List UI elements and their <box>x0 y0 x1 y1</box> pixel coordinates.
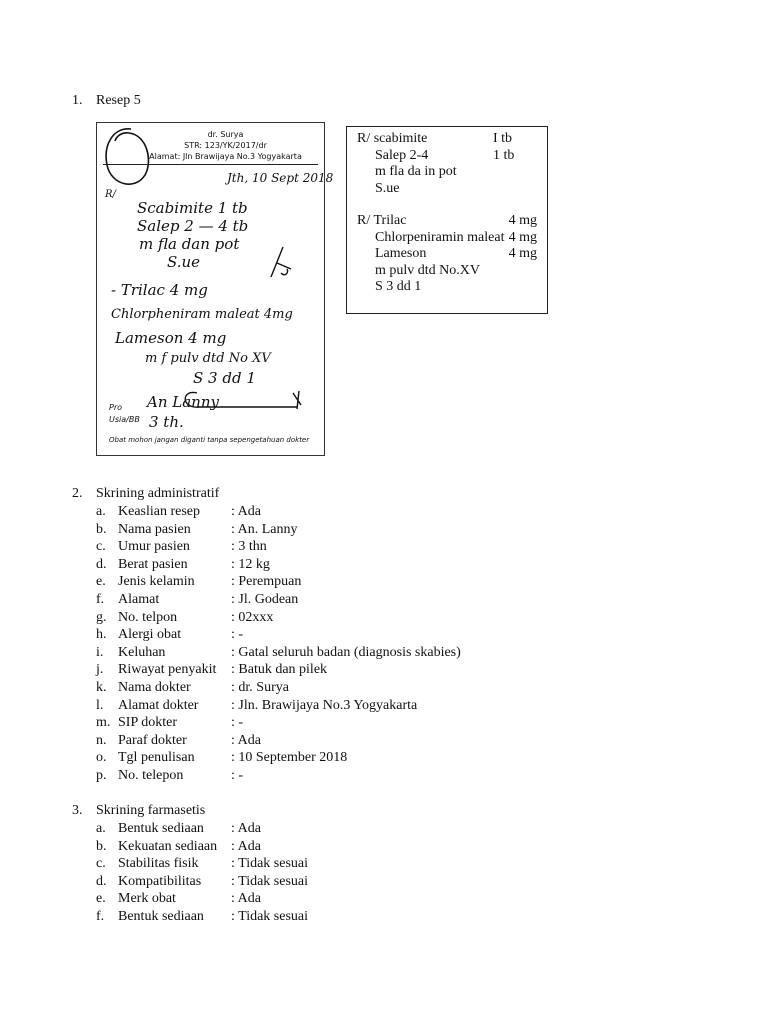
item-value: : Tidak sesuai <box>231 856 309 872</box>
item-label: Jenis kelamin <box>118 574 195 590</box>
item-letter: e. <box>96 891 106 907</box>
item-letter: h. <box>96 627 107 643</box>
item-value: : Tidak sesuai <box>231 909 309 924</box>
item-label: Alamat dokter <box>118 697 199 713</box>
rx-line: R/ scabimite <box>357 131 428 146</box>
doctor-name: dr. Surya <box>207 130 244 139</box>
item-label: Keluhan <box>118 644 166 660</box>
item-letter: g. <box>96 609 107 625</box>
patient-age: 3 th. <box>149 413 184 431</box>
item-letter: k. <box>96 680 107 695</box>
item-label: Alamat <box>118 592 160 607</box>
rx-line: m fla da in pot <box>375 164 457 179</box>
hand-line: m f pulv dtd No XV <box>145 351 271 366</box>
rx-qty: 4 mg <box>508 246 537 261</box>
item-label: Alergi obat <box>118 627 182 643</box>
item-value: : Gatal seluruh badan (diagnosis skabies) <box>231 644 461 660</box>
section-1-number: 1. <box>72 93 83 108</box>
pro-label: Pro <box>109 403 123 412</box>
item-value: : Perempuan <box>231 574 302 590</box>
item-value: : Tidak sesuai <box>231 873 309 889</box>
age-label: Usia/BB <box>109 415 140 424</box>
item-label: Berat pasien <box>118 556 188 572</box>
rx-line: Lameson <box>375 246 427 261</box>
item-letter: j. <box>96 662 104 678</box>
hand-line: Scabimite 1 tb <box>137 199 248 217</box>
section-2-title: Skrining administratif <box>96 486 220 501</box>
item-label: Keaslian resep <box>118 504 201 519</box>
rx-qty: 4 mg <box>508 213 537 228</box>
initial-mark-icon <box>265 243 295 283</box>
hand-line: Salep 2 — 4 tb <box>137 217 249 235</box>
item-label: No. telepon <box>118 768 184 783</box>
item-label: Bentuk sediaan <box>118 909 204 924</box>
item-label: Merk obat <box>118 891 176 907</box>
rx-line: Salep 2-4 <box>375 148 429 163</box>
item-label: Tgl penulisan <box>118 750 195 766</box>
prescription-image <box>96 122 334 456</box>
item-label: Riwayat penyakit <box>118 662 217 678</box>
rx-qty: 4 mg <box>508 230 537 245</box>
prescription-transcription <box>346 126 548 314</box>
item-letter: b. <box>96 521 107 537</box>
item-letter: f. <box>96 909 105 924</box>
item-letter: n. <box>96 732 107 748</box>
item-label: Kekuatan sediaan <box>118 838 218 854</box>
patient-name: An Lanny <box>147 393 219 411</box>
item-value: : - <box>231 715 244 731</box>
rx-line: R/ Trilac <box>357 213 407 228</box>
item-letter: a. <box>96 504 106 519</box>
item-label: Nama dokter <box>118 680 191 695</box>
hand-line: - Trilac 4 mg <box>111 281 208 299</box>
item-label: No. telpon <box>118 609 178 625</box>
item-letter: i. <box>96 644 104 660</box>
item-letter: d. <box>96 873 107 889</box>
rx-line: S.ue <box>375 181 400 196</box>
item-value: : An. Lanny <box>231 521 298 537</box>
item-label: Kompatibilitas <box>118 873 202 889</box>
item-letter: a. <box>96 821 106 836</box>
section-3-title: Skrining farmasetis <box>96 803 206 818</box>
rx-date: Jth, 10 Sept 2018 <box>227 171 334 185</box>
rx-qty: 1 tb <box>493 148 515 163</box>
item-letter: c. <box>96 856 106 872</box>
item-letter: o. <box>96 750 107 766</box>
item-label: Paraf dokter <box>118 732 187 748</box>
section-1-title: Resep 5 <box>96 93 141 108</box>
item-letter: d. <box>96 556 107 572</box>
item-value: : Jl. Godean <box>231 592 299 607</box>
item-letter: b. <box>96 838 107 854</box>
item-value: : Ada <box>231 891 261 907</box>
doctor-address: Alamat: Jln Brawijaya No.3 Yogyakarta <box>149 152 302 161</box>
item-value: : Ada <box>231 732 261 748</box>
hand-line: Lameson 4 mg <box>115 329 227 347</box>
item-value: : Jln. Brawijaya No.3 Yogyakarta <box>231 697 418 713</box>
item-value: : Ada <box>231 821 261 836</box>
hand-line: S 3 dd 1 <box>193 369 256 387</box>
item-value: : 3 thn <box>231 539 267 555</box>
rx-line: Chlorpeniramin maleat <box>375 230 505 245</box>
item-label: SIP dokter <box>118 715 177 731</box>
rx-line: m pulv dtd No.XV <box>375 263 480 278</box>
item-letter: m. <box>96 715 111 731</box>
section-2-number: 2. <box>72 486 83 501</box>
item-letter: e. <box>96 574 106 590</box>
item-label: Stabilitas fisik <box>118 856 199 872</box>
doctor-str: STR: 123/YK/2017/dr <box>184 141 267 150</box>
header-divider <box>103 164 318 165</box>
item-value: : 02xxx <box>231 609 274 625</box>
item-letter: p. <box>96 768 107 783</box>
item-letter: c. <box>96 539 106 555</box>
rx-footer: Obat mohon jangan diganti tanpa sepengetahuan dokter <box>109 436 310 444</box>
hand-line: Chlorpheniram maleat 4mg <box>111 307 293 322</box>
hand-line: S.ue <box>167 253 201 271</box>
item-value: : Batuk dan pilek <box>231 662 328 678</box>
item-value: : 10 September 2018 <box>231 750 348 766</box>
hand-line: m fla dan pot <box>139 235 240 253</box>
section-3-number: 3. <box>72 803 83 818</box>
item-label: Nama pasien <box>118 521 191 537</box>
item-value: : - <box>231 627 244 643</box>
item-value: : - <box>231 768 244 783</box>
item-letter: l. <box>96 697 104 713</box>
rx-line: S 3 dd 1 <box>375 279 422 294</box>
item-letter: f. <box>96 592 105 607</box>
item-label: Umur pasien <box>118 539 190 555</box>
item-value: : Ada <box>231 838 261 854</box>
item-value: : 12 kg <box>231 556 270 572</box>
rx-qty: I tb <box>493 131 513 146</box>
item-value: : Ada <box>231 504 261 519</box>
item-label: Bentuk sediaan <box>118 821 204 836</box>
item-value: : dr. Surya <box>231 680 289 695</box>
rx-symbol: R/ <box>105 189 116 200</box>
